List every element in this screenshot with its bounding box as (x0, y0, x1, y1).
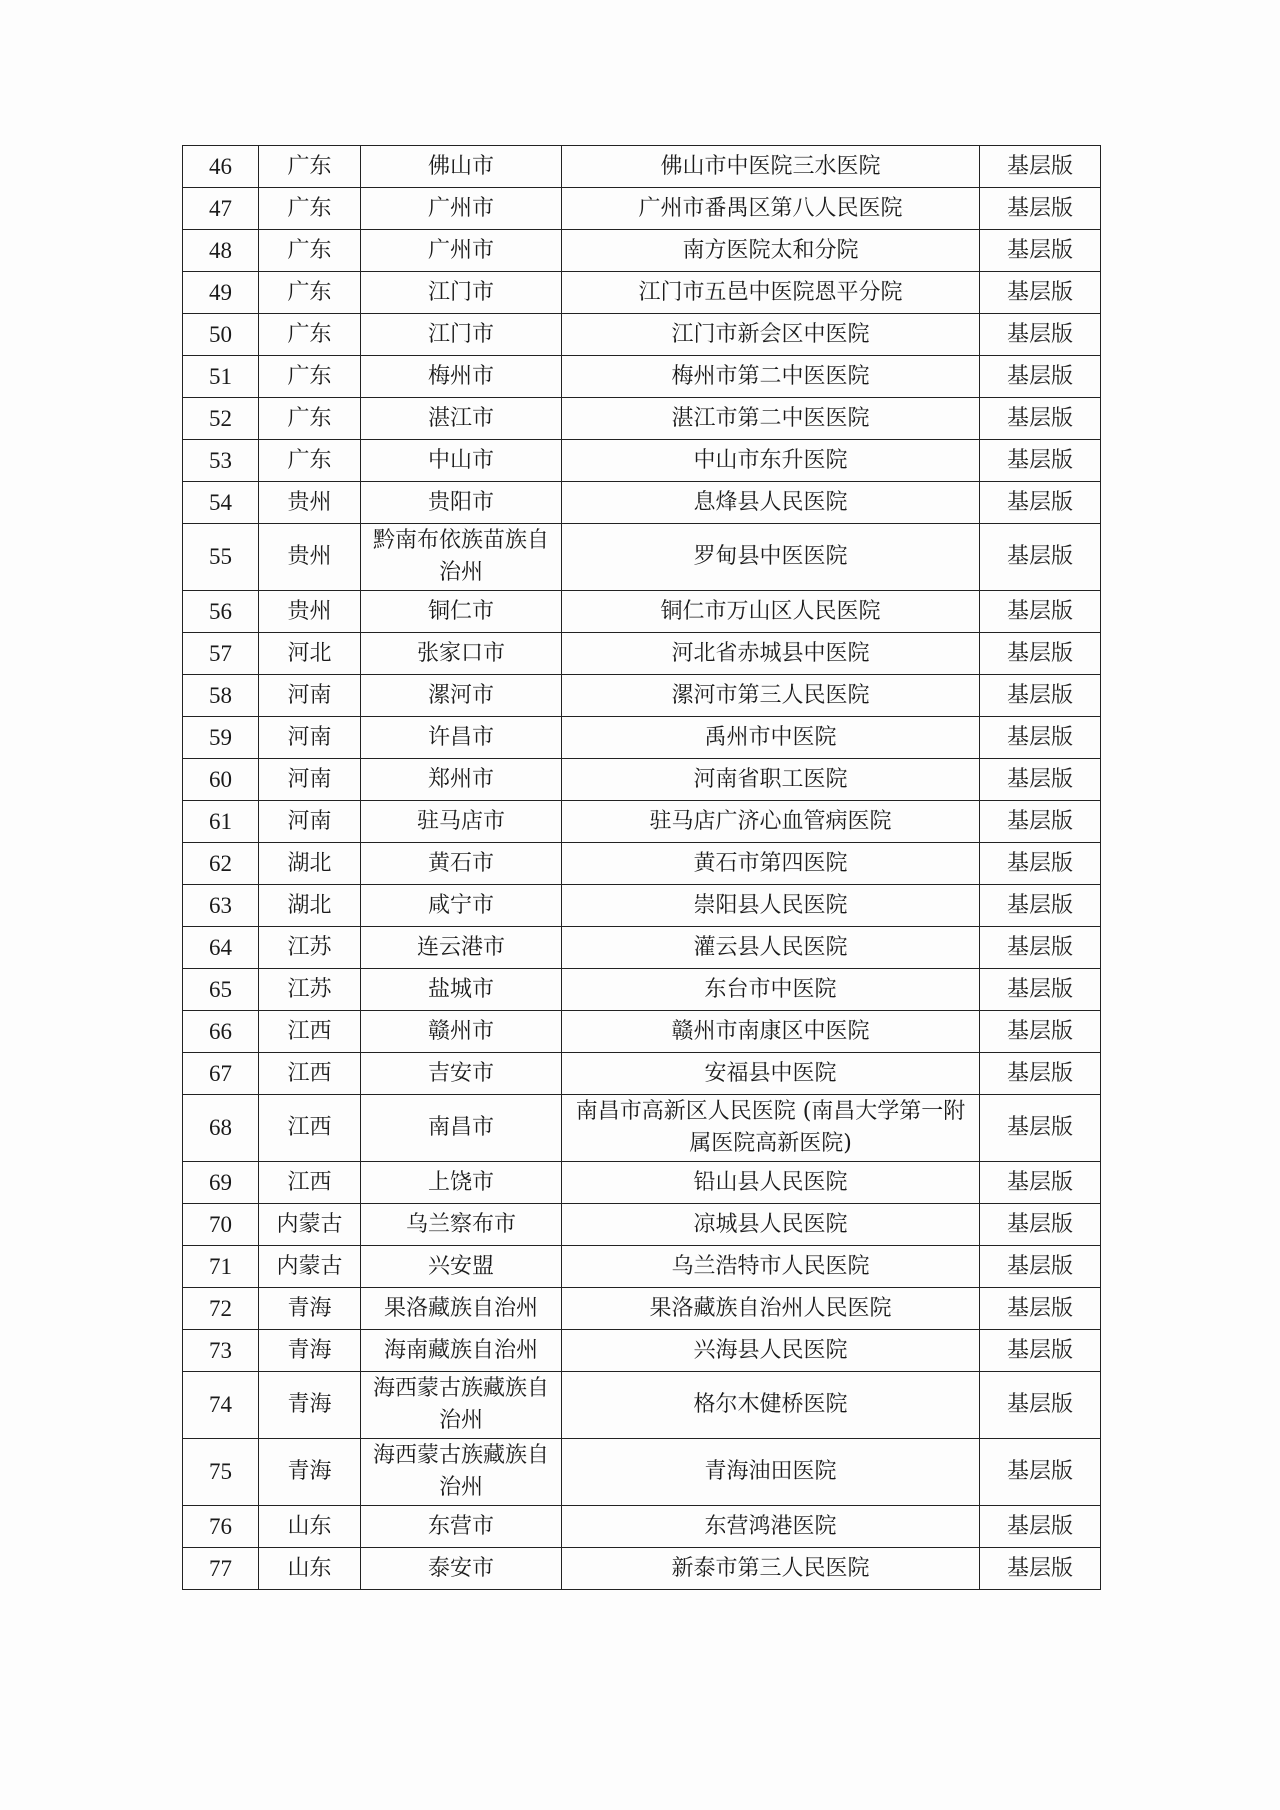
hospital-name-cell: 兴海县人民医院 (562, 1330, 980, 1372)
city-cell: 海南藏族自治州 (361, 1330, 562, 1372)
version-cell: 基层版 (980, 440, 1101, 482)
table-row (183, 633, 1101, 675)
city-cell: 湛江市 (361, 398, 562, 440)
row-number-cell: 52 (183, 398, 259, 440)
hospital-name-cell: 格尔木健桥医院 (562, 1372, 980, 1439)
province-cell: 山东 (259, 1548, 361, 1590)
province-cell: 湖北 (259, 885, 361, 927)
version-cell: 基层版 (980, 1548, 1101, 1590)
version-cell: 基层版 (980, 188, 1101, 230)
table-row (183, 398, 1101, 440)
row-number-cell: 57 (183, 633, 259, 675)
row-number-cell: 70 (183, 1204, 259, 1246)
version-cell: 基层版 (980, 843, 1101, 885)
city-cell: 吉安市 (361, 1053, 562, 1095)
version-cell: 基层版 (980, 717, 1101, 759)
city-cell: 海西蒙古族藏族自治州 (361, 1372, 562, 1439)
table-row (183, 1330, 1101, 1372)
city-cell: 咸宁市 (361, 885, 562, 927)
table-row (183, 1548, 1101, 1590)
table-row (183, 843, 1101, 885)
province-cell: 江西 (259, 1095, 361, 1162)
row-number-cell: 61 (183, 801, 259, 843)
version-cell: 基层版 (980, 1095, 1101, 1162)
version-cell: 基层版 (980, 230, 1101, 272)
hospital-name-cell: 江门市新会区中医院 (562, 314, 980, 356)
hospital-name-cell: 梅州市第二中医医院 (562, 356, 980, 398)
table-row (183, 1288, 1101, 1330)
table-row (183, 1204, 1101, 1246)
city-cell: 南昌市 (361, 1095, 562, 1162)
province-cell: 河南 (259, 675, 361, 717)
province-cell: 河南 (259, 801, 361, 843)
row-number-cell: 65 (183, 969, 259, 1011)
province-cell: 广东 (259, 188, 361, 230)
version-cell: 基层版 (980, 482, 1101, 524)
hospital-name-cell: 广州市番禺区第八人民医院 (562, 188, 980, 230)
city-cell: 连云港市 (361, 927, 562, 969)
version-cell: 基层版 (980, 1162, 1101, 1204)
hospital-name-cell: 江门市五邑中医院恩平分院 (562, 272, 980, 314)
table-row (183, 482, 1101, 524)
version-cell: 基层版 (980, 356, 1101, 398)
city-cell: 盐城市 (361, 969, 562, 1011)
row-number-cell: 53 (183, 440, 259, 482)
province-cell: 江苏 (259, 969, 361, 1011)
row-number-cell: 63 (183, 885, 259, 927)
city-cell: 许昌市 (361, 717, 562, 759)
city-cell: 东营市 (361, 1506, 562, 1548)
table-row (183, 230, 1101, 272)
province-cell: 山东 (259, 1506, 361, 1548)
version-cell: 基层版 (980, 675, 1101, 717)
province-cell: 江苏 (259, 927, 361, 969)
row-number-cell: 62 (183, 843, 259, 885)
row-number-cell: 73 (183, 1330, 259, 1372)
version-cell: 基层版 (980, 1288, 1101, 1330)
province-cell: 广东 (259, 146, 361, 188)
table-row (183, 272, 1101, 314)
hospital-name-cell: 铅山县人民医院 (562, 1162, 980, 1204)
hospital-name-cell: 河南省职工医院 (562, 759, 980, 801)
hospital-name-cell: 赣州市南康区中医院 (562, 1011, 980, 1053)
hospital-name-cell: 青海油田医院 (562, 1439, 980, 1506)
row-number-cell: 56 (183, 591, 259, 633)
province-cell: 湖北 (259, 843, 361, 885)
city-cell: 海西蒙古族藏族自治州 (361, 1439, 562, 1506)
city-cell: 黄石市 (361, 843, 562, 885)
table-row (183, 675, 1101, 717)
version-cell: 基层版 (980, 885, 1101, 927)
city-cell: 果洛藏族自治州 (361, 1288, 562, 1330)
row-number-cell: 48 (183, 230, 259, 272)
table-row (183, 1372, 1101, 1439)
version-cell: 基层版 (980, 633, 1101, 675)
table-row (183, 1439, 1101, 1506)
province-cell: 河北 (259, 633, 361, 675)
city-cell: 广州市 (361, 188, 562, 230)
hospital-name-cell: 南昌市高新区人民医院 (南昌大学第一附属医院高新医院) (562, 1095, 980, 1162)
row-number-cell: 51 (183, 356, 259, 398)
province-cell: 广东 (259, 440, 361, 482)
city-cell: 漯河市 (361, 675, 562, 717)
province-cell: 广东 (259, 398, 361, 440)
hospital-name-cell: 罗甸县中医医院 (562, 524, 980, 591)
hospital-list-table (182, 145, 1101, 1590)
table-row (183, 591, 1101, 633)
province-cell: 广东 (259, 314, 361, 356)
version-cell: 基层版 (980, 591, 1101, 633)
province-cell: 贵州 (259, 591, 361, 633)
hospital-name-cell: 黄石市第四医院 (562, 843, 980, 885)
province-cell: 内蒙古 (259, 1246, 361, 1288)
province-cell: 内蒙古 (259, 1204, 361, 1246)
table-row (183, 1162, 1101, 1204)
row-number-cell: 75 (183, 1439, 259, 1506)
province-cell: 青海 (259, 1288, 361, 1330)
table-row (183, 759, 1101, 801)
table-row (183, 524, 1101, 591)
row-number-cell: 60 (183, 759, 259, 801)
version-cell: 基层版 (980, 1330, 1101, 1372)
province-cell: 广东 (259, 230, 361, 272)
row-number-cell: 59 (183, 717, 259, 759)
table-body (183, 146, 1101, 1590)
version-cell: 基层版 (980, 398, 1101, 440)
version-cell: 基层版 (980, 969, 1101, 1011)
hospital-name-cell: 南方医院太和分院 (562, 230, 980, 272)
hospital-name-cell: 安福县中医院 (562, 1053, 980, 1095)
hospital-name-cell: 湛江市第二中医医院 (562, 398, 980, 440)
table-row (183, 314, 1101, 356)
city-cell: 佛山市 (361, 146, 562, 188)
table-row (183, 801, 1101, 843)
table-row (183, 1506, 1101, 1548)
version-cell: 基层版 (980, 1204, 1101, 1246)
version-cell: 基层版 (980, 524, 1101, 591)
hospital-name-cell: 新泰市第三人民医院 (562, 1548, 980, 1590)
version-cell: 基层版 (980, 1011, 1101, 1053)
province-cell: 青海 (259, 1372, 361, 1439)
table-row (183, 885, 1101, 927)
hospital-name-cell: 东台市中医院 (562, 969, 980, 1011)
province-cell: 青海 (259, 1330, 361, 1372)
row-number-cell: 47 (183, 188, 259, 230)
version-cell: 基层版 (980, 1246, 1101, 1288)
row-number-cell: 49 (183, 272, 259, 314)
hospital-name-cell: 东营鸿港医院 (562, 1506, 980, 1548)
row-number-cell: 71 (183, 1246, 259, 1288)
city-cell: 泰安市 (361, 1548, 562, 1590)
city-cell: 中山市 (361, 440, 562, 482)
row-number-cell: 72 (183, 1288, 259, 1330)
version-cell: 基层版 (980, 1372, 1101, 1439)
version-cell: 基层版 (980, 272, 1101, 314)
city-cell: 乌兰察布市 (361, 1204, 562, 1246)
province-cell: 河南 (259, 759, 361, 801)
hospital-name-cell: 凉城县人民医院 (562, 1204, 980, 1246)
hospital-name-cell: 铜仁市万山区人民医院 (562, 591, 980, 633)
version-cell: 基层版 (980, 314, 1101, 356)
hospital-name-cell: 崇阳县人民医院 (562, 885, 980, 927)
row-number-cell: 54 (183, 482, 259, 524)
province-cell: 河南 (259, 717, 361, 759)
table-row (183, 188, 1101, 230)
hospital-name-cell: 乌兰浩特市人民医院 (562, 1246, 980, 1288)
hospital-name-cell: 灌云县人民医院 (562, 927, 980, 969)
province-cell: 青海 (259, 1439, 361, 1506)
city-cell: 上饶市 (361, 1162, 562, 1204)
version-cell: 基层版 (980, 1053, 1101, 1095)
table-row (183, 146, 1101, 188)
city-cell: 贵阳市 (361, 482, 562, 524)
row-number-cell: 58 (183, 675, 259, 717)
hospital-name-cell: 佛山市中医院三水医院 (562, 146, 980, 188)
row-number-cell: 46 (183, 146, 259, 188)
row-number-cell: 76 (183, 1506, 259, 1548)
province-cell: 广东 (259, 272, 361, 314)
province-cell: 江西 (259, 1011, 361, 1053)
table-row (183, 1011, 1101, 1053)
city-cell: 张家口市 (361, 633, 562, 675)
city-cell: 黔南布依族苗族自治州 (361, 524, 562, 591)
table-row (183, 440, 1101, 482)
province-cell: 贵州 (259, 524, 361, 591)
hospital-name-cell: 果洛藏族自治州人民医院 (562, 1288, 980, 1330)
province-cell: 广东 (259, 356, 361, 398)
province-cell: 江西 (259, 1162, 361, 1204)
city-cell: 梅州市 (361, 356, 562, 398)
city-cell: 江门市 (361, 314, 562, 356)
table-row (183, 1095, 1101, 1162)
version-cell: 基层版 (980, 759, 1101, 801)
city-cell: 郑州市 (361, 759, 562, 801)
table-row (183, 717, 1101, 759)
row-number-cell: 66 (183, 1011, 259, 1053)
version-cell: 基层版 (980, 146, 1101, 188)
city-cell: 江门市 (361, 272, 562, 314)
hospital-name-cell: 息烽县人民医院 (562, 482, 980, 524)
table-row (183, 356, 1101, 398)
row-number-cell: 67 (183, 1053, 259, 1095)
table-row (183, 969, 1101, 1011)
hospital-name-cell: 禹州市中医院 (562, 717, 980, 759)
table-row (183, 1246, 1101, 1288)
row-number-cell: 77 (183, 1548, 259, 1590)
city-cell: 铜仁市 (361, 591, 562, 633)
version-cell: 基层版 (980, 801, 1101, 843)
hospital-name-cell: 驻马店广济心血管病医院 (562, 801, 980, 843)
hospital-name-cell: 河北省赤城县中医院 (562, 633, 980, 675)
city-cell: 赣州市 (361, 1011, 562, 1053)
version-cell: 基层版 (980, 1506, 1101, 1548)
version-cell: 基层版 (980, 927, 1101, 969)
row-number-cell: 55 (183, 524, 259, 591)
province-cell: 贵州 (259, 482, 361, 524)
row-number-cell: 69 (183, 1162, 259, 1204)
city-cell: 兴安盟 (361, 1246, 562, 1288)
row-number-cell: 74 (183, 1372, 259, 1439)
hospital-name-cell: 漯河市第三人民医院 (562, 675, 980, 717)
hospital-name-cell: 中山市东升医院 (562, 440, 980, 482)
city-cell: 驻马店市 (361, 801, 562, 843)
row-number-cell: 64 (183, 927, 259, 969)
row-number-cell: 68 (183, 1095, 259, 1162)
version-cell: 基层版 (980, 1439, 1101, 1506)
table-row (183, 927, 1101, 969)
table-row (183, 1053, 1101, 1095)
city-cell: 广州市 (361, 230, 562, 272)
province-cell: 江西 (259, 1053, 361, 1095)
row-number-cell: 50 (183, 314, 259, 356)
